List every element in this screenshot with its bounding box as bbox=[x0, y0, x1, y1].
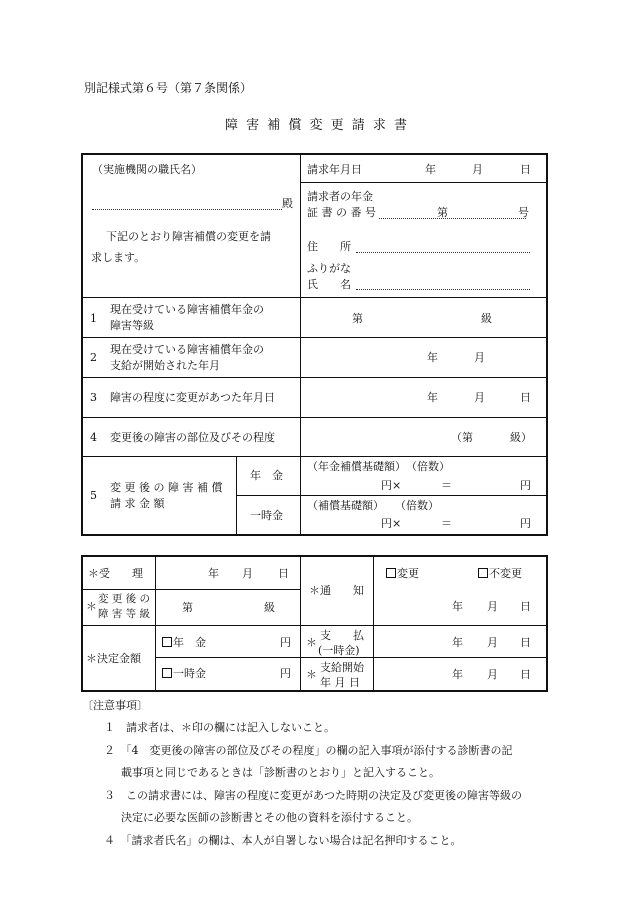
pension-number-field[interactable] bbox=[379, 218, 526, 219]
change-checkbox[interactable] bbox=[386, 568, 396, 578]
row1-dai: 第 bbox=[352, 312, 363, 325]
payment-label-2: (一時金) bbox=[318, 644, 360, 657]
pension-number-label-2: 証 書 の 番 号 bbox=[307, 206, 376, 219]
receipt-year: 年 bbox=[208, 567, 219, 580]
name-field[interactable] bbox=[356, 289, 530, 290]
institution-label: （実施機関の職氏名） bbox=[92, 163, 202, 176]
row3-number: 3 bbox=[90, 391, 97, 404]
row5-pension-yen: 円 bbox=[520, 479, 531, 492]
row2-label-2: 支給が開始された年月 bbox=[110, 359, 220, 372]
decided-lump-checkbox[interactable] bbox=[162, 668, 172, 678]
row4-number: 4 bbox=[90, 431, 97, 444]
decided-lump-label: 一時金 bbox=[173, 667, 206, 680]
request-text-2: 求します。 bbox=[91, 251, 146, 264]
note-3-line-2: 決定に必要な医師の診断書とその他の資料を添付すること。 bbox=[121, 811, 418, 824]
grade-kyu: 級 bbox=[264, 601, 275, 614]
request-month-label: 月 bbox=[472, 163, 483, 176]
payment-month: 月 bbox=[487, 636, 498, 649]
row3-label: 障害の程度に変更があつた年月日 bbox=[110, 391, 275, 404]
form-title: 障 害 補 償 変 更 請 求 書 bbox=[225, 118, 410, 133]
row2-label-1: 現在受けている障害補償年金の bbox=[110, 343, 264, 356]
decided-pension-label: 年 金 bbox=[173, 636, 206, 649]
request-day-label: 日 bbox=[520, 163, 531, 176]
row5-lump-basis: （補償基礎額） （倍数） bbox=[307, 499, 439, 512]
request-text-1: 下記のとおり障害補償の変更を請 bbox=[106, 230, 271, 243]
row5-label-2: 請 求 金 額 bbox=[110, 497, 165, 510]
row1-label-1: 現在受けている障害補償年金の bbox=[110, 303, 264, 316]
name-label: 氏 名 bbox=[307, 278, 351, 291]
request-year-label: 年 bbox=[425, 163, 436, 176]
receipt-day: 日 bbox=[278, 567, 289, 580]
row5-number: 5 bbox=[90, 489, 97, 502]
notify-year: 年 bbox=[452, 600, 463, 613]
no-change-checkbox[interactable] bbox=[478, 568, 488, 578]
row5-lump-label: 一時金 bbox=[250, 509, 283, 522]
pension-number-label-1: 請求者の年金 bbox=[307, 190, 373, 203]
decided-amount-label: ＊決定金額 bbox=[86, 652, 141, 665]
furigana-label: ふりがな bbox=[307, 262, 351, 275]
receipt-label: ＊受 理 bbox=[88, 567, 143, 580]
pension-number-go: 号 bbox=[518, 206, 529, 219]
row3-month: 月 bbox=[474, 391, 485, 404]
start-year: 年 bbox=[452, 668, 463, 681]
row1-number: 1 bbox=[90, 312, 97, 325]
addressee-line[interactable] bbox=[92, 209, 282, 210]
decided-pension-yen: 円 bbox=[280, 636, 291, 649]
no-change-option[interactable] bbox=[478, 568, 522, 579]
row3-day: 日 bbox=[520, 391, 531, 404]
start-month: 月 bbox=[487, 668, 498, 681]
notify-day: 日 bbox=[520, 600, 531, 613]
receipt-month: 月 bbox=[242, 567, 253, 580]
row2-year: 年 bbox=[427, 351, 438, 364]
notify-month: 月 bbox=[487, 600, 498, 613]
row2-month: 月 bbox=[474, 351, 485, 364]
request-date-label: 請求年月日 bbox=[307, 163, 362, 176]
grade-star: ＊ bbox=[86, 600, 97, 613]
addressee-suffix: 殿 bbox=[282, 197, 293, 210]
change-option-label: 変更 bbox=[397, 567, 419, 580]
change-option[interactable] bbox=[386, 568, 419, 579]
form-number: 別記様式第６号（第７条関係） bbox=[84, 81, 253, 95]
row5-lump-yen: 円 bbox=[520, 517, 531, 530]
row1-label-2: 障害等級 bbox=[110, 319, 154, 332]
payment-label-1: 支 払 bbox=[320, 629, 364, 642]
no-change-option-label: 不変更 bbox=[489, 567, 522, 580]
payment-star: ＊ bbox=[306, 636, 317, 649]
row5-pension-basis: （年金補償基礎額） （倍数） bbox=[307, 460, 450, 473]
row1-kyu: 級 bbox=[481, 312, 492, 325]
start-label-1: 支給開始 bbox=[320, 661, 364, 674]
address-field[interactable] bbox=[356, 252, 530, 253]
note-3-line-1: ３ この請求書には、障害の程度に変更があつた時期の決定及び変更後の障害等級の bbox=[104, 789, 522, 802]
start-label-2: 年 月 日 bbox=[320, 676, 360, 689]
row4-label: 変更後の障害の部位及びその程度 bbox=[110, 431, 275, 444]
note-1: １ 請求者は、＊印の欄には記入しないこと。 bbox=[104, 721, 335, 734]
decided-lump-yen: 円 bbox=[280, 667, 291, 680]
row2-number: 2 bbox=[90, 351, 97, 364]
decided-pension-option[interactable] bbox=[162, 637, 206, 648]
note-2-line-1: ２ 「4 変更後の障害の部位及びその程度」の欄の記入事項が添付する診断書の記 bbox=[104, 744, 513, 757]
notes-heading: 〔注意事項〕 bbox=[82, 699, 148, 712]
notify-label: ＊通 知 bbox=[309, 584, 364, 597]
payment-day: 日 bbox=[520, 636, 531, 649]
row5-pension-yen-times: 円× bbox=[381, 479, 402, 492]
grade-label-2: 障 害 等 級 bbox=[98, 608, 151, 620]
row4-value-close: 級） bbox=[510, 431, 532, 444]
row3-year: 年 bbox=[427, 391, 438, 404]
row4-value-open: （第 bbox=[451, 431, 473, 444]
decided-lump-option[interactable] bbox=[162, 668, 206, 679]
decided-pension-checkbox[interactable] bbox=[162, 637, 172, 647]
grade-dai: 第 bbox=[182, 601, 193, 614]
row5-label-1: 変 更 後 の 障 害 補 償 bbox=[110, 481, 223, 494]
start-star: ＊ bbox=[306, 668, 317, 681]
start-day: 日 bbox=[520, 668, 531, 681]
row5-pension-label: 年 金 bbox=[250, 469, 283, 482]
address-label: 住 所 bbox=[307, 240, 351, 253]
row5-lump-equals: ＝ bbox=[441, 517, 452, 530]
note-2-line-2: 載事項と同じであるときは「診断書のとおり」と記入すること。 bbox=[121, 766, 440, 779]
payment-year: 年 bbox=[452, 636, 463, 649]
row5-lump-yen-times: 円× bbox=[381, 517, 402, 530]
note-4: ４ 「請求者氏名」の欄は、本人が自署しない場合は記名押印すること。 bbox=[104, 834, 462, 847]
pension-number-dai: 第 bbox=[437, 206, 448, 219]
row5-pension-equals: ＝ bbox=[441, 479, 452, 492]
grade-label-1: 変 更 後 の bbox=[98, 593, 151, 605]
